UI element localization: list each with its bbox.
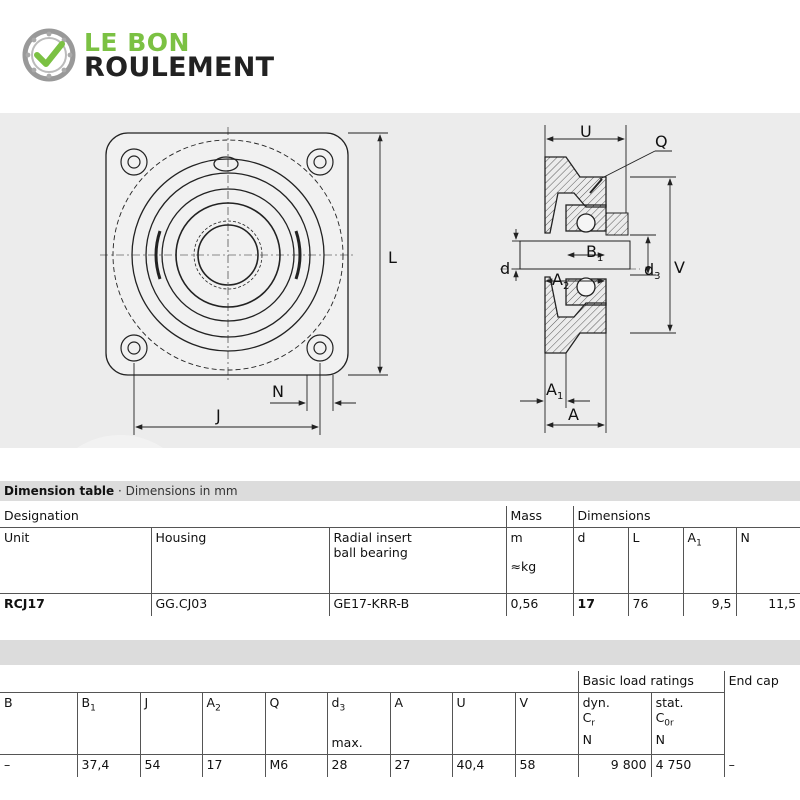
- header-mass: Mass: [506, 506, 573, 528]
- col-Q: Q: [265, 693, 327, 755]
- cell-A1: 9,5: [683, 594, 736, 616]
- label-A: A: [568, 405, 579, 424]
- header-load-ratings: Basic load ratings: [578, 671, 724, 693]
- cell-d: 17: [573, 594, 628, 616]
- col-housing: Housing: [151, 528, 329, 594]
- table-row: [0, 594, 800, 616]
- cell-B: –: [4, 757, 11, 772]
- caption-subtitle: · Dimensions in mm: [114, 484, 238, 498]
- label-B1: $B_1$: [586, 242, 604, 264]
- label-J: J: [216, 406, 221, 425]
- cell-Q: M6: [265, 755, 327, 777]
- label-Q: Q: [655, 132, 668, 151]
- header-dimensions: Dimensions: [573, 506, 800, 528]
- col-L: L: [628, 528, 683, 594]
- col-insert: Radial insert ball bearing: [329, 528, 506, 594]
- label-d3: $d_3$: [644, 260, 661, 282]
- col-d3: $d_3$ max.: [327, 693, 390, 755]
- cell-J: 54: [140, 755, 202, 777]
- col-B1: $B_1$: [77, 693, 140, 755]
- label-A1: $A_1$: [546, 380, 564, 402]
- section-separator: [0, 640, 800, 665]
- cell-A2: 17: [202, 755, 265, 777]
- cell-B1: 37,4: [77, 755, 140, 777]
- col-stat: stat. $C_{0r}$ N: [651, 693, 724, 755]
- cell-L: 76: [628, 594, 683, 616]
- header-blank: [0, 671, 578, 693]
- header-designation: Designation: [4, 508, 79, 523]
- technical-drawing: [0, 113, 800, 448]
- label-L: L: [388, 248, 397, 267]
- col-dyn: dyn. $C_r$ N: [578, 693, 651, 755]
- cell-V: 58: [515, 755, 578, 777]
- table-row: [0, 755, 800, 777]
- col-U: U: [452, 693, 515, 755]
- col-A: A: [390, 693, 452, 755]
- brand-line-2: ROULEMENT: [84, 52, 275, 83]
- cell-A: 27: [390, 755, 452, 777]
- cell-U: 40,4: [452, 755, 515, 777]
- col-unit: Unit: [0, 528, 151, 594]
- cell-N: 11,5: [736, 594, 800, 616]
- col-d: d: [573, 528, 628, 594]
- cell-Cr: 9 800: [578, 755, 651, 777]
- label-U: U: [580, 122, 592, 141]
- header-end-cap: End cap: [724, 671, 800, 755]
- brand-logo[interactable]: [22, 26, 322, 86]
- caption-title: Dimension table: [4, 484, 115, 498]
- front-view: [100, 127, 356, 383]
- cell-insert: GE17-KRR-B: [329, 594, 506, 616]
- cell-C0r: 4 750: [651, 755, 724, 777]
- table-caption: [0, 481, 800, 501]
- col-A1: $A_1$: [683, 528, 736, 594]
- col-A2: $A_2$: [202, 693, 265, 755]
- cell-mass: 0,56: [506, 594, 573, 616]
- label-d: d: [500, 259, 511, 278]
- cell-unit: RCJ17: [4, 596, 45, 611]
- cell-housing: GG.CJ03: [151, 594, 329, 616]
- col-V: V: [515, 693, 578, 755]
- col-B: B: [0, 693, 77, 755]
- cell-d3: 28: [327, 755, 390, 777]
- col-mass: m ≈kg: [506, 528, 573, 594]
- label-V: V: [674, 258, 685, 277]
- cell-endcap: –: [724, 755, 800, 777]
- dimension-table-1: [0, 506, 800, 616]
- label-A2: $A_2$: [552, 270, 570, 292]
- bearing-icon: [22, 28, 76, 82]
- col-J: J: [140, 693, 202, 755]
- dimension-table-2: [0, 671, 800, 777]
- brand-line-1: LE BON: [84, 28, 190, 57]
- col-N: N: [736, 528, 800, 594]
- label-N: N: [272, 382, 284, 401]
